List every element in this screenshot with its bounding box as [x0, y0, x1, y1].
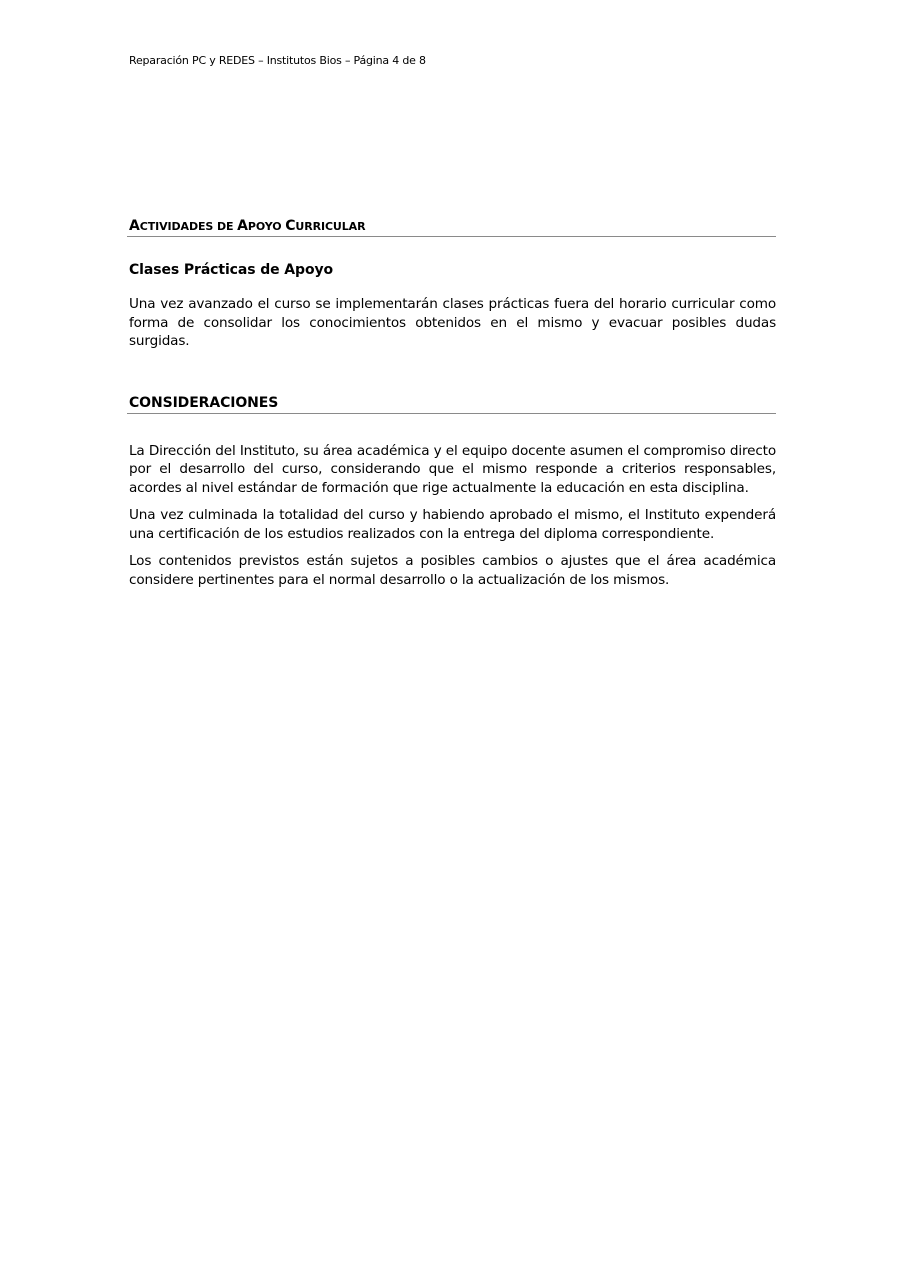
- paragraph-contenidos: Los contenidos previstos están sujetos a posibles cambios o ajustes que el área académica considere pertinentes para el normal desarrollo o la actualización de los mismos.: [129, 553, 776, 588]
- paragraph-clases-practicas: Una vez avanzado el curso se implementarán clases prácticas fuera del horario curricular como forma de consolidar los conocimientos obtenidos en el mismo y evacuar posibles dudas surgidas.: [129, 296, 776, 349]
- paragraph-certificacion: Una vez culminada la totalidad del curso y habiendo aprobado el mismo, el Instituto expenderá una certificación de los estudios realizados con la entrega del diploma correspondiente.: [129, 507, 776, 542]
- title-rest-3: URRICULAR: [295, 220, 366, 233]
- title-rest-2: POYO: [247, 220, 286, 233]
- section-title-actividades: [127, 218, 776, 237]
- title-cap-1: A: [129, 218, 140, 234]
- subsection-title-clases-practicas: Clases Prácticas de Apoyo: [129, 262, 334, 278]
- title-cap-3: C: [285, 218, 296, 234]
- page-content: [129, 218, 776, 589]
- paragraph-compromiso: La Dirección del Instituto, su área académica y el equipo docente asumen el compromiso directo por el desarrollo del curso, considerando que el mismo responde a criterios responsables, acordes al nivel estándar de formación que rige actualmente la educación en esta disciplina.: [129, 442, 776, 496]
- running-header: Reparación PC y REDES – Institutos Bios – Página 4 de 8: [129, 54, 426, 67]
- title-cap-2: A: [237, 218, 248, 234]
- title-rest-1: CTIVIDADES DE: [139, 220, 238, 233]
- section-title-consideraciones: CONSIDERACIONES: [127, 395, 776, 414]
